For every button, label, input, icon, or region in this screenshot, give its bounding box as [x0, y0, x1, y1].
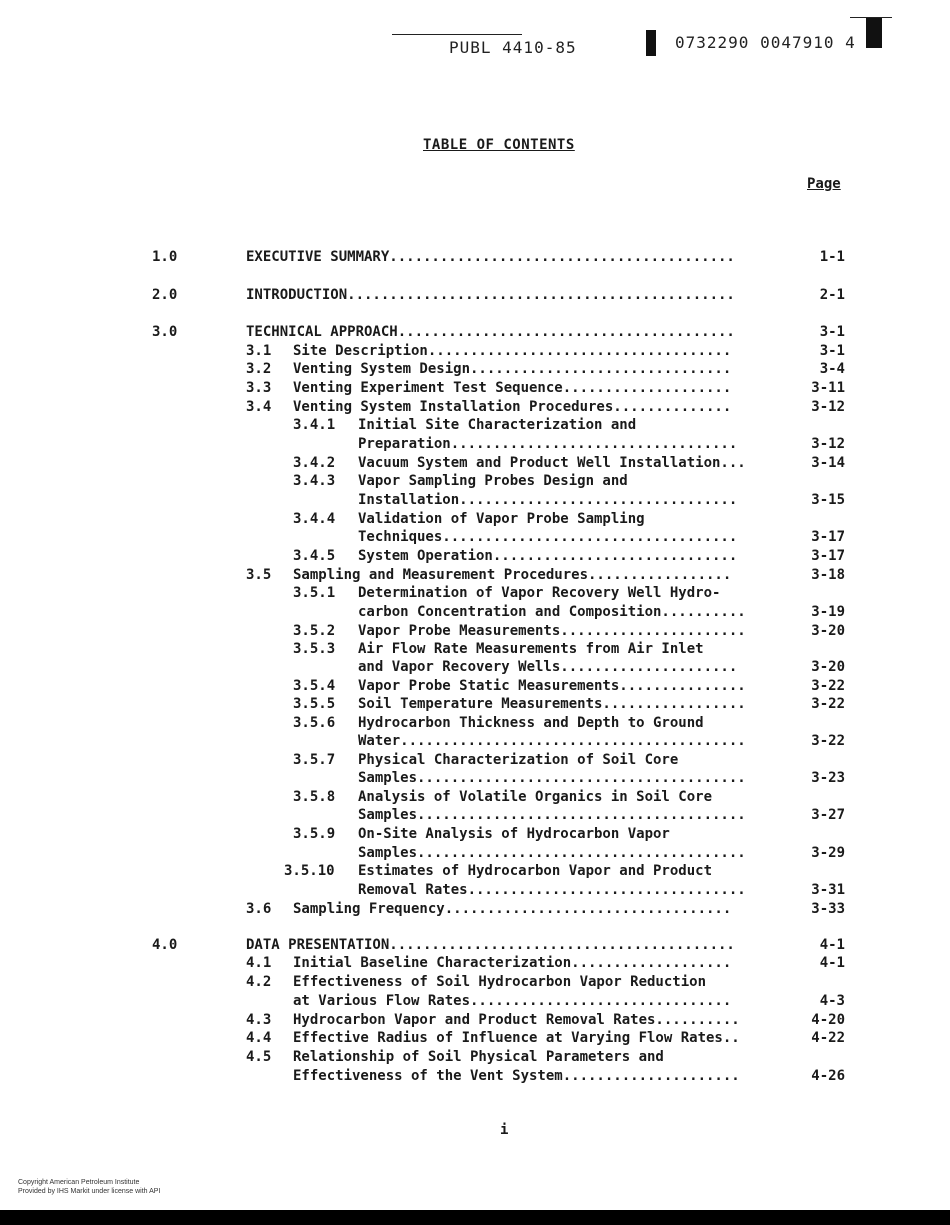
toc-entry-number: 4.2	[246, 974, 272, 990]
toc-entry-number: 3.5.3	[293, 641, 336, 657]
toc-entry-number: 1.0	[152, 249, 178, 265]
toc-entry-number: 3.4.1	[293, 417, 336, 433]
toc-entry-page: 3-22	[811, 678, 845, 694]
toc-entry-number: 3.4.2	[293, 455, 336, 471]
license-line: Provided by IHS Markit under license with API	[18, 1188, 161, 1195]
toc-entry-title: Air Flow Rate Measurements from Air Inlet	[358, 641, 704, 657]
toc-entry-title: EXECUTIVE SUMMARY.........................................	[246, 249, 735, 265]
page-number: i	[500, 1122, 509, 1138]
toc-entry-title: INTRODUCTION..............................................	[246, 287, 735, 303]
toc-entry-page: 3-12	[811, 436, 845, 452]
toc-entry-page: 3-12	[811, 399, 845, 415]
toc-entry-page: 3-27	[811, 807, 845, 823]
toc-entry-page: 3-15	[811, 492, 845, 508]
toc-entry	[0, 528, 950, 546]
toc-entry-page: 3-19	[811, 604, 845, 620]
scan-border	[0, 1210, 950, 1225]
toc-entry	[0, 472, 950, 490]
toc-entry-number: 3.4.3	[293, 473, 336, 489]
toc-entry-number: 3.5.10	[284, 863, 335, 879]
toc-entry-page: 3-20	[811, 659, 845, 675]
toc-entry-page: 3-20	[811, 623, 845, 639]
toc-entry-number: 3.3	[246, 380, 272, 396]
toc-entry-page: 4-1	[819, 937, 845, 953]
toc-entry	[0, 1029, 950, 1047]
toc-entry-number: 4.3	[246, 1012, 272, 1028]
toc-entry-number: 3.4.4	[293, 511, 336, 527]
toc-entry-page: 3-31	[811, 882, 845, 898]
toc-entry-title: Samples.......................................	[358, 807, 746, 823]
toc-entry-title: Physical Characterization of Soil Core	[358, 752, 679, 768]
toc-entry-title: Samples.......................................	[358, 845, 746, 861]
toc-entry	[0, 248, 950, 266]
toc-entry	[0, 360, 950, 378]
toc-entry-number: 3.5.7	[293, 752, 336, 768]
toc-entry	[0, 1067, 950, 1085]
toc-entry-title: Estimates of Hydrocarbon Vapor and Product	[358, 863, 713, 879]
toc-entry	[0, 900, 950, 918]
toc-entry-page: 4-1	[819, 955, 845, 971]
toc-entry-title: Removal Rates.................................	[358, 882, 746, 898]
copyright-notice	[18, 1178, 160, 1196]
toc-entry-page: 4-3	[819, 993, 845, 1009]
toc-entry-page: 3-33	[811, 901, 845, 917]
toc-entry-number: 4.5	[246, 1049, 272, 1065]
toc-entry	[0, 398, 950, 416]
toc-entry-number: 3.5.5	[293, 696, 336, 712]
toc-entry	[0, 603, 950, 621]
toc-entry-number: 3.4.5	[293, 548, 336, 564]
toc-entry-page: 3-11	[811, 380, 845, 396]
toc-entry	[0, 658, 950, 676]
toc-entry-number: 3.4	[246, 399, 272, 415]
toc-entry-page: 3-1	[819, 343, 845, 359]
toc-entry-page: 3-17	[811, 548, 845, 564]
toc-entry-title: On-Site Analysis of Hydrocarbon Vapor	[358, 826, 670, 842]
toc-entry	[0, 566, 950, 584]
toc-entry	[0, 954, 950, 972]
toc-entry	[0, 622, 950, 640]
toc-entry-number: 3.5.2	[293, 623, 336, 639]
toc-entry-number: 4.4	[246, 1030, 272, 1046]
toc-entry-title: Initial Baseline Characterization...................	[293, 955, 732, 971]
toc-entry-number: 3.5.6	[293, 715, 336, 731]
toc-entry-title: Sampling and Measurement Procedures.................	[293, 567, 732, 583]
toc-entry	[0, 751, 950, 769]
toc-entry-page: 4-20	[811, 1012, 845, 1028]
toc-entry-title: carbon Concentration and Composition..........	[358, 604, 746, 620]
toc-entry	[0, 973, 950, 991]
toc-entry-title: Techniques...................................	[358, 529, 738, 545]
toc-entry	[0, 732, 950, 750]
toc-entry-title: Effectiveness of Soil Hydrocarbon Vapor Reduction	[293, 974, 707, 990]
toc-entry-number: 3.5.9	[293, 826, 336, 842]
toc-entry	[0, 379, 950, 397]
toc-entry-title: Analysis of Volatile Organics in Soil Core	[358, 789, 713, 805]
toc-entry-title: Vapor Probe Static Measurements...............	[358, 678, 746, 694]
toc-entry-title: and Vapor Recovery Wells.....................	[358, 659, 738, 675]
toc-entry-page: 3-1	[819, 324, 845, 340]
toc-entry-title: Hydrocarbon Thickness and Depth to Ground	[358, 715, 704, 731]
toc-entry-page: 1-1	[819, 249, 845, 265]
toc-entry-title: Water.........................................	[358, 733, 746, 749]
toc-entry	[0, 547, 950, 565]
toc-entry-title: Hydrocarbon Vapor and Product Removal Rates..........	[293, 1012, 740, 1028]
toc-entry-title: Installation.................................	[358, 492, 738, 508]
toc-entry	[0, 806, 950, 824]
toc-entry-title: at Various Flow Rates...............................	[293, 993, 732, 1009]
toc-entry	[0, 1011, 950, 1029]
toc-entry	[0, 825, 950, 843]
toc-entry-title: Venting System Installation Procedures..............	[293, 399, 732, 415]
header-rule	[392, 34, 522, 35]
toc-entry-title: Sampling Frequency..................................	[293, 901, 732, 917]
toc-entry-title: Relationship of Soil Physical Parameters and	[293, 1049, 664, 1065]
toc-entry	[0, 584, 950, 602]
toc-entry	[0, 881, 950, 899]
toc-entry-number: 3.5	[246, 567, 272, 583]
toc-entry	[0, 677, 950, 695]
toc-entry-title: System Operation.............................	[358, 548, 738, 564]
toc-entry	[0, 454, 950, 472]
scan-marker	[646, 30, 656, 56]
toc-entry-title: Preparation..................................	[358, 436, 738, 452]
page-title: TABLE OF CONTENTS	[423, 137, 575, 153]
toc-entry-number: 4.0	[152, 937, 178, 953]
toc-entry-title: DATA PRESENTATION.........................................	[246, 937, 735, 953]
toc-entry-page: 4-22	[811, 1030, 845, 1046]
toc-entry-page: 3-18	[811, 567, 845, 583]
toc-entry-page: 3-4	[819, 361, 845, 377]
toc-entry-title: Samples.......................................	[358, 770, 746, 786]
toc-entry	[0, 435, 950, 453]
toc-entry-title: Site Description....................................	[293, 343, 732, 359]
toc-entry	[0, 640, 950, 658]
toc-entry	[0, 1048, 950, 1066]
toc-entry	[0, 695, 950, 713]
toc-entry	[0, 769, 950, 787]
corner-mark	[866, 18, 882, 48]
toc-entry-title: Determination of Vapor Recovery Well Hydro-	[358, 585, 721, 601]
copyright-line: Copyright American Petroleum Institute	[18, 1179, 140, 1186]
toc-entry-number: 3.6	[246, 901, 272, 917]
toc-entry-page: 2-1	[819, 287, 845, 303]
toc-entry-number: 2.0	[152, 287, 178, 303]
toc-entry-number: 3.5.1	[293, 585, 336, 601]
toc-entry	[0, 936, 950, 954]
toc-entry	[0, 416, 950, 434]
toc-entry	[0, 714, 950, 732]
toc-entry-number: 3.5.8	[293, 789, 336, 805]
toc-entry-title: TECHNICAL APPROACH........................................	[246, 324, 735, 340]
publication-number: PUBL 4410-85	[449, 38, 577, 57]
document-number: 0732290 0047910 4	[675, 33, 856, 52]
toc-entry-number: 3.1	[246, 343, 272, 359]
toc-entry-title: Initial Site Characterization and	[358, 417, 637, 433]
toc-entry-number: 3.0	[152, 324, 178, 340]
toc-entry-title: Vapor Sampling Probes Design and	[358, 473, 628, 489]
toc-entry	[0, 491, 950, 509]
toc-entry-title: Vacuum System and Product Well Installation...	[358, 455, 746, 471]
toc-entry	[0, 323, 950, 341]
toc-entry-title: Validation of Vapor Probe Sampling	[358, 511, 645, 527]
toc-entry-page: 3-22	[811, 733, 845, 749]
toc-entry-title: Effectiveness of the Vent System.....................	[293, 1068, 740, 1084]
toc-entry-number: 3.5.4	[293, 678, 336, 694]
toc-entry-page: 4-26	[811, 1068, 845, 1084]
toc-entry	[0, 510, 950, 528]
toc-entry	[0, 992, 950, 1010]
toc-entry-title: Venting System Design...............................	[293, 361, 732, 377]
toc-entry-page: 3-29	[811, 845, 845, 861]
toc-entry	[0, 342, 950, 360]
toc-entry-page: 3-22	[811, 696, 845, 712]
toc-entry-page: 3-17	[811, 529, 845, 545]
toc-entry	[0, 286, 950, 304]
toc-entry	[0, 788, 950, 806]
toc-entry	[0, 844, 950, 862]
toc-entry-title: Effective Radius of Influence at Varying Flow Rates..	[293, 1030, 740, 1046]
page-column-heading: Page	[807, 176, 841, 192]
toc-entry-number: 4.1	[246, 955, 272, 971]
toc-entry-title: Venting Experiment Test Sequence....................	[293, 380, 732, 396]
toc-entry	[0, 862, 950, 880]
toc-entry-page: 3-14	[811, 455, 845, 471]
toc-entry-number: 3.2	[246, 361, 272, 377]
toc-entry-page: 3-23	[811, 770, 845, 786]
toc-entry-title: Soil Temperature Measurements.................	[358, 696, 746, 712]
toc-entry-title: Vapor Probe Measurements......................	[358, 623, 746, 639]
